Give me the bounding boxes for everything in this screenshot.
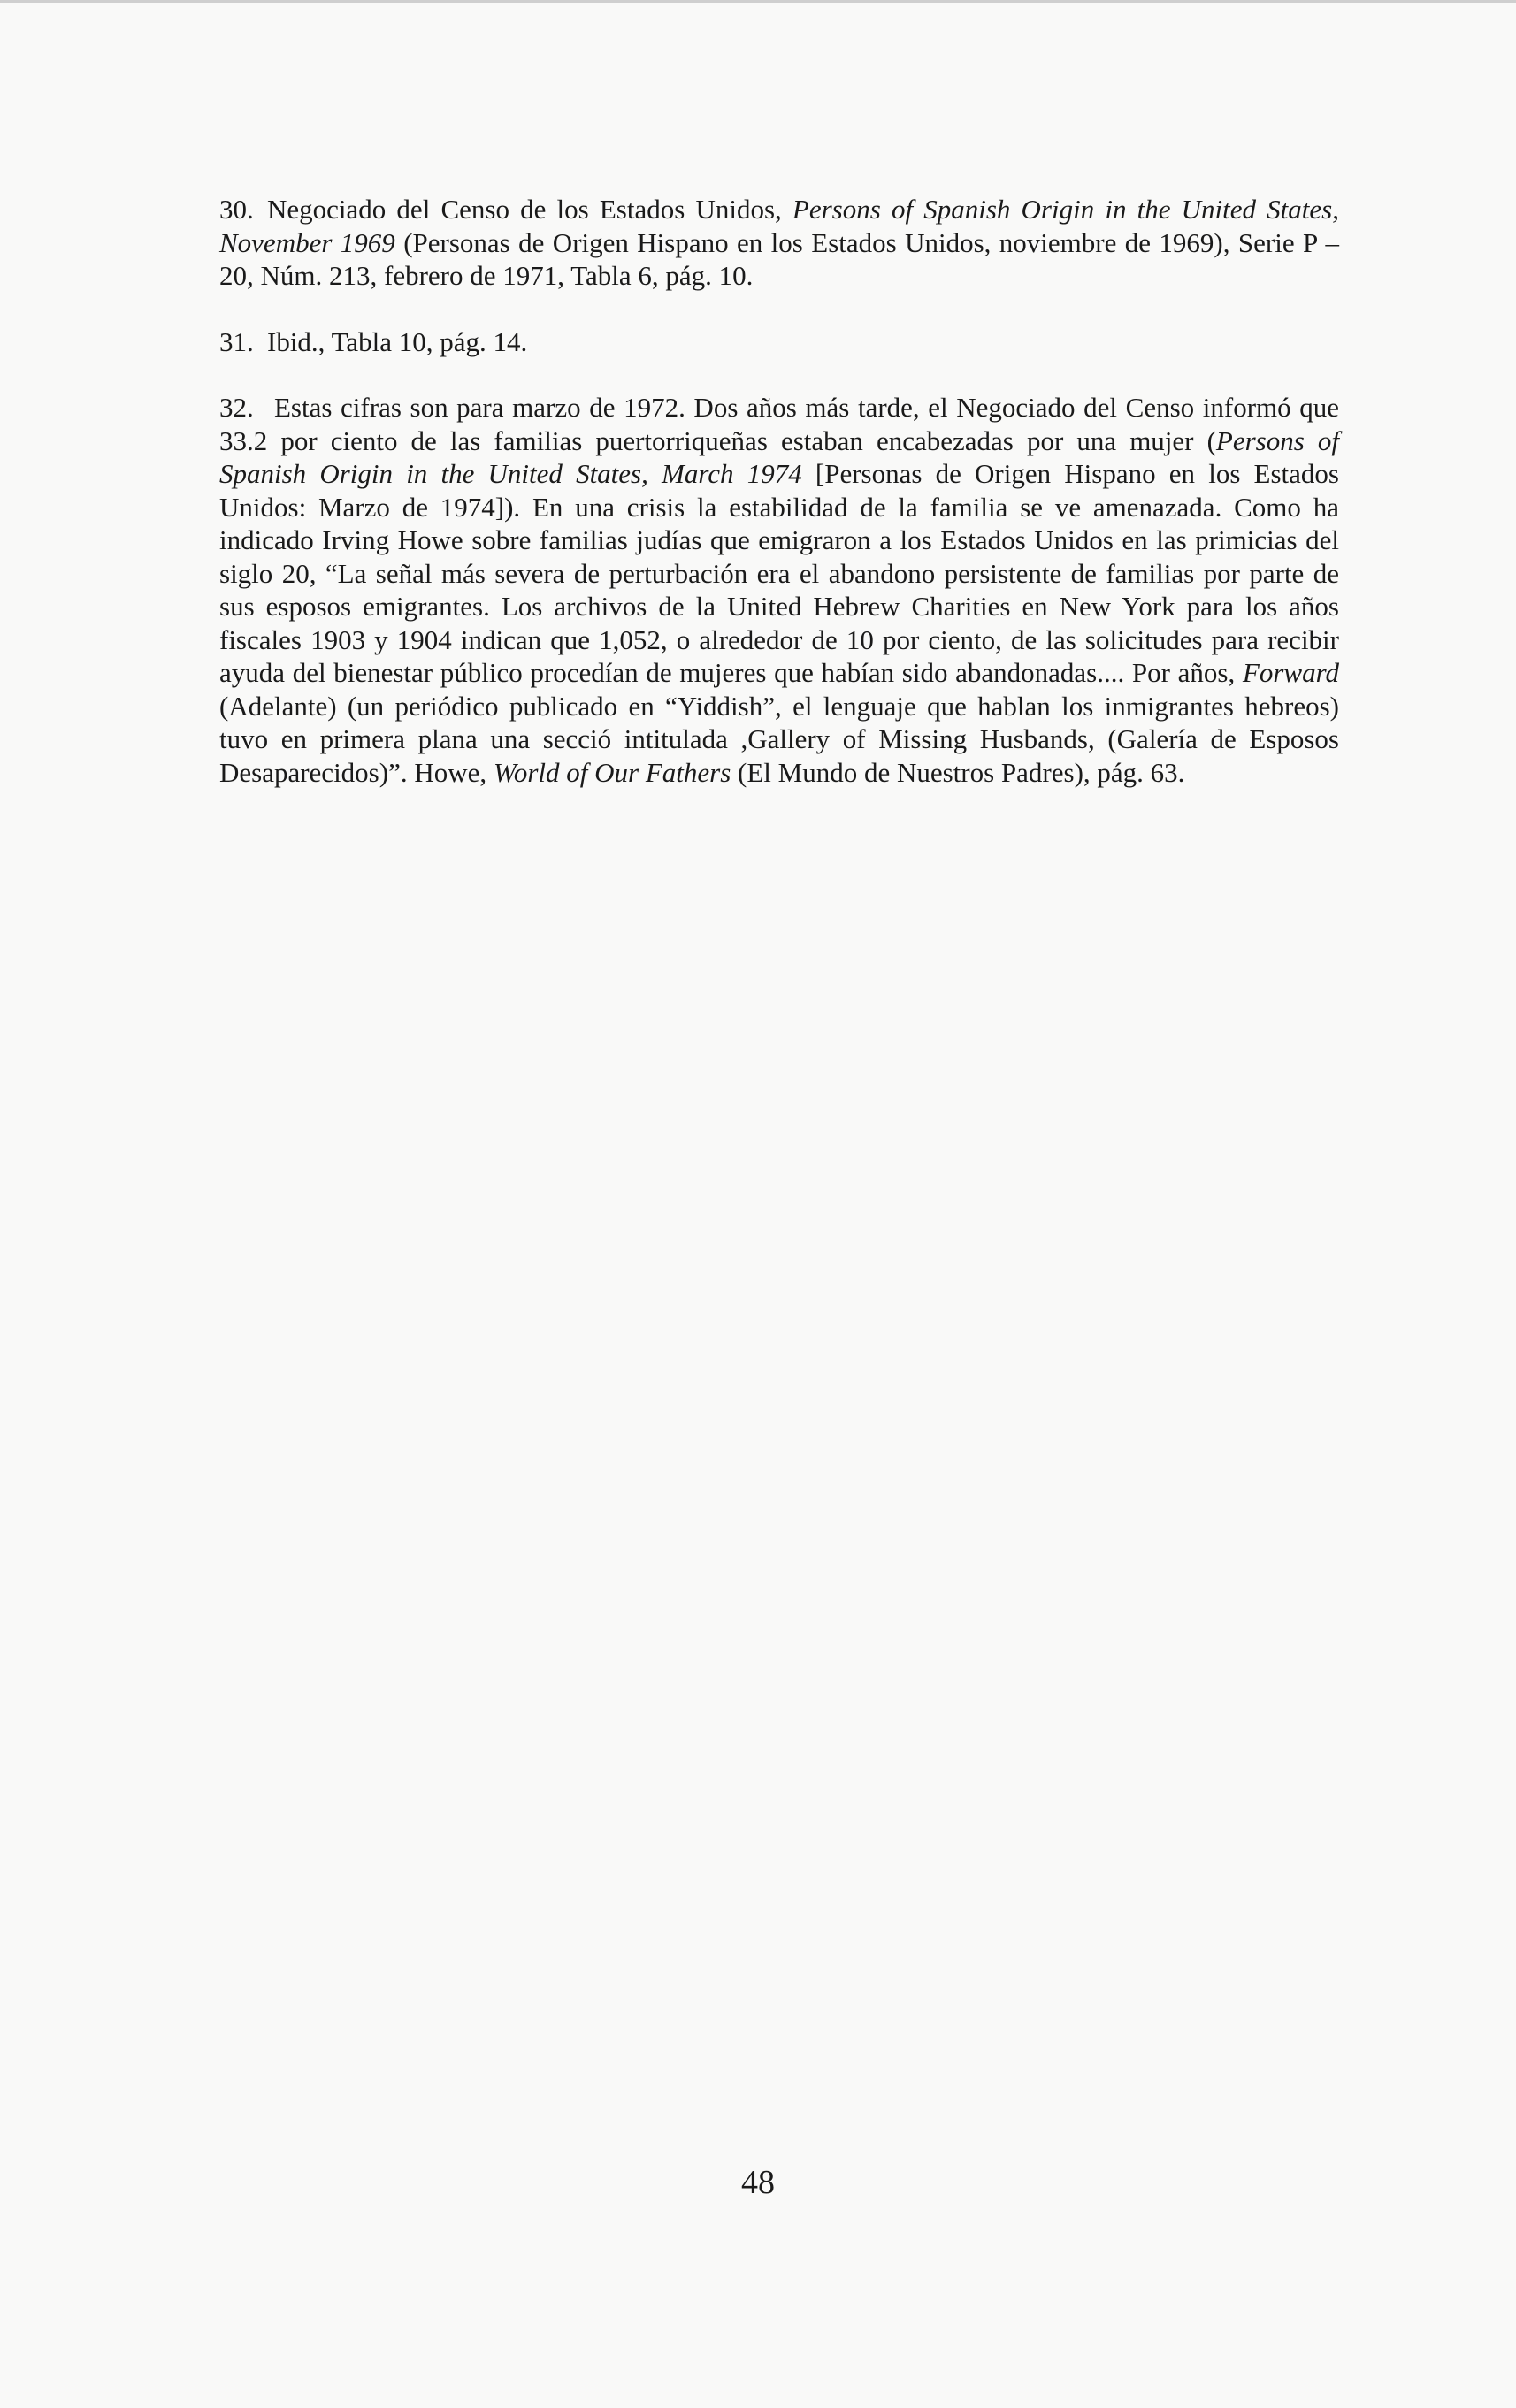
endnote-title-italic: World of Our Fathers <box>493 756 731 788</box>
endnote-title-italic: Persons of Spanish Origin in the United States, November 1969 <box>219 194 1339 258</box>
endnote-text: Estas cifras son para marzo de 1972. Dos años más tarde, el Negociado del Censo informó que 33.2 por ciento de las familias puertorriqueñas estaban encabezadas por una mujer ( <box>219 392 1339 456</box>
endnote-text: (Adelante) (un periódico publicado en “Yiddish”, el lenguaje que hablan los inmigrantes hebreos) tuvo en primera plana una secció intitulada ,Gallery of Missing Husbands, (Galería de Esposos Desaparecidos)”. Howe, <box>219 690 1339 788</box>
endnote-number: 30. <box>219 194 254 225</box>
endnote-text: Ibid., Tabla 10, pág. 14. <box>267 325 528 357</box>
endnote-title-italic: Forward <box>1242 657 1339 688</box>
endnote-text: [Personas de Origen Hispano en los Estados Unidos: Marzo de 1974]). En una crisis la estabilidad de la familia se ve amenazada. Como ha indicado Irving Howe sobre familias judías que emigraron a los Estados Unidos en las primicias del siglo 20, “La señal más severa de perturbación era el abandono persistente de familias por parte de sus esposos emigrantes. Los archivos de la United Hebrew Charities en New York para los años fiscales 1903 y 1904 indican que 1,052, o alrededor de 10 por ciento, de las solicitudes para recibir ayuda del bienestar público procedían de mujeres que habían sido abandonadas.... Por años, <box>219 458 1339 688</box>
endnote-number: 31. <box>219 325 254 357</box>
endnote-30 <box>219 193 1339 293</box>
endnotes-section <box>219 193 1339 822</box>
endnote-text: (El Mundo de Nuestros Padres), pág. 63. <box>731 756 1185 788</box>
endnote-text: (Personas de Origen Hispano en los Estados Unidos, noviembre de 1969), Serie P – 20, Núm. 213, febrero de 1971, Tabla 6, pág. 10. <box>219 226 1339 291</box>
endnote-text: Negociado del Censo de los Estados Unidos, <box>267 194 792 225</box>
endnote-title-italic: Persons of Spanish Origin in the United States, March 1974 <box>219 424 1339 489</box>
endnote-number: 32. <box>219 392 254 423</box>
endnote-31 <box>219 325 1339 359</box>
page-number: 48 <box>741 2164 775 2201</box>
endnote-32 <box>219 391 1339 789</box>
